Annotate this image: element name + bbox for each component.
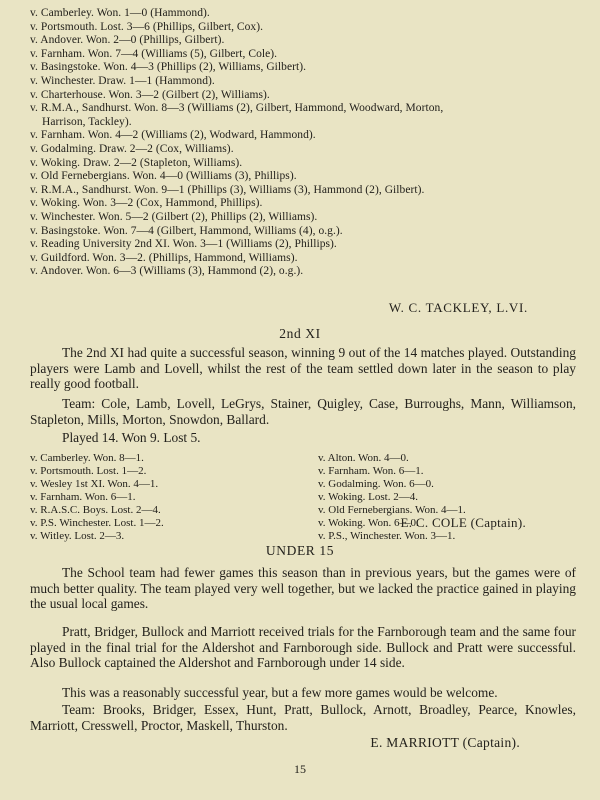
second-xi-signature: E. C. COLE (Captain). [400,515,526,530]
result-line: v. Portsmouth. Lost. 1—2. [30,465,147,477]
result-line-sandhurst [30,102,575,129]
result-line-sandhurst-main: v. R.M.A., Sandhurst. Won. 8—3 (Williams (2), Gilbert, Hammond, Woodward, Morton, [30,102,444,115]
second-xi-heading: 2nd XI [279,326,321,341]
under-15-signature: E. MARRIOTT (Captain). [370,735,520,750]
result-line: v. R.M.A., Sandhurst. Won. 9—1 (Phillips (3), Williams (3), Hammond (2), Gilbert). [30,183,425,196]
second-xi-team: Team: Cole, Lamb, Lovell, LeGrys, Stainer, Quigley, Case, Burroughs, Mann, Williamson, Stapleton, Mills, Morton, Snowdon, Ballard. [30,396,576,427]
result-line: v. Basingstoke. Won. 7—4 (Gilbert, Hammond, Williams (4), o.g.). [30,224,343,237]
result-line: v. Woking. Won. 6—0. [318,517,419,529]
result-line: v. Winchester. Draw. 1—1 (Hammond). [30,74,215,87]
second-xi-intro: The 2nd XI had quite a successful season, winning 9 out of the 14 matches played. Outstanding players were Lamb and Lovell, whilst the rest of the team settled down later in the season to play really good football. [30,345,576,392]
result-line: v. Andover. Won. 2—0 (Phillips, Gilbert). [30,34,225,47]
result-line: v. P.S. Winchester. Lost. 1—2. [30,517,164,529]
second-xi-played: Played 14. Won 9. Lost 5. [62,430,201,445]
result-line: v. Camberley. Won. 1—0 (Hammond). [30,7,210,19]
result-line: v. Portsmouth. Lost. 3—6 (Phillips, Gilbert, Cox). [30,20,264,33]
result-line: v. Reading University 2nd XI. Won. 3—1 (Williams (2), Phillips). [30,238,337,251]
first-xi-results [30,7,575,279]
result-line: v. Old Fernebergians. Won. 4—1. [318,504,466,516]
result-line: v. Farnham. Won. 6—1. [318,465,424,477]
result-line-continuation: Harrison, Tackley). [42,115,132,128]
result-line: v. P.S., Winchester. Won. 3—1. [318,530,456,542]
result-line: v. Farnham. Won. 4—2 (Williams (2), Wodward, Hammond). [30,129,316,142]
result-line: v. Basingstoke. Won. 4—3 (Phillips (2), Williams, Gilbert). [30,61,307,74]
page-number: 15 [294,762,306,776]
under-15-trials: Pratt, Bridger, Bullock and Marriott received trials for the Farnborough team and the same four played in the final trial for the Aldershot and Farnborough side. Bullock and Pratt were successful. Also Bullock captained the Aldershot and Farnborough under 14 side. [30,624,576,671]
result-line: v. Winchester. Won. 5—2 (Gilbert (2), Phillips (2), Williams). [30,210,318,223]
result-line: v. Farnham. Won. 6—1. [30,491,136,503]
result-line: v. Godalming. Won. 6—0. [318,478,434,490]
result-line: v. Camberley. Won. 8—1. [30,452,144,464]
result-line: v. Godalming. Draw. 2—2 (Cox, Williams). [30,142,234,155]
result-line: v. R.A.S.C. Boys. Lost. 2—4. [30,504,161,516]
result-line: v. Woking. Lost. 2—4. [318,491,418,503]
result-line: v. Old Fernebergians. Won. 4—0 (Williams (3), Phillips). [30,170,297,183]
result-line: v. Andover. Won. 6—3 (Williams (3), Hammond (2), o.g.). [30,265,304,278]
result-line: v. Woking. Draw. 2—2 (Stapleton, Williams). [30,156,243,169]
under-15-intro: The School team had fewer games this season than in previous years, but the games were of much better quality. The team played very well together, but we lacked the practice gained in playing the usual local games. [30,565,576,612]
under-15-heading: UNDER 15 [265,543,335,558]
first-xi-signature: W. C. TACKLEY, L.VI. [388,300,528,315]
under-15-year: This was a reasonably successful year, but a few more games would be welcome. [62,685,498,700]
result-line: v. Alton. Won. 4—0. [318,452,409,464]
result-line: v. Witley. Lost. 2—3. [30,530,125,542]
result-line: v. Wesley 1st XI. Won. 4—1. [30,478,159,490]
result-line: v. Guildford. Won. 3—2. (Phillips, Hammond, Williams). [30,251,298,264]
result-line: v. Woking. Won. 3—2 (Cox, Hammond, Phillips). [30,197,263,210]
result-line: v. Farnham. Won. 7—4 (Williams (5), Gilbert, Cole). [30,47,278,60]
second-xi-results-left [30,452,280,543]
under-15-team: Team: Brooks, Bridger, Essex, Hunt, Pratt, Bullock, Arnott, Broadley, Pearce, Knowles, Marriott, Cresswell, Proctor, Maskell, Thurston. [30,702,576,733]
result-line: v. Charterhouse. Won. 3—2 (Gilbert (2), Williams). [30,88,270,101]
